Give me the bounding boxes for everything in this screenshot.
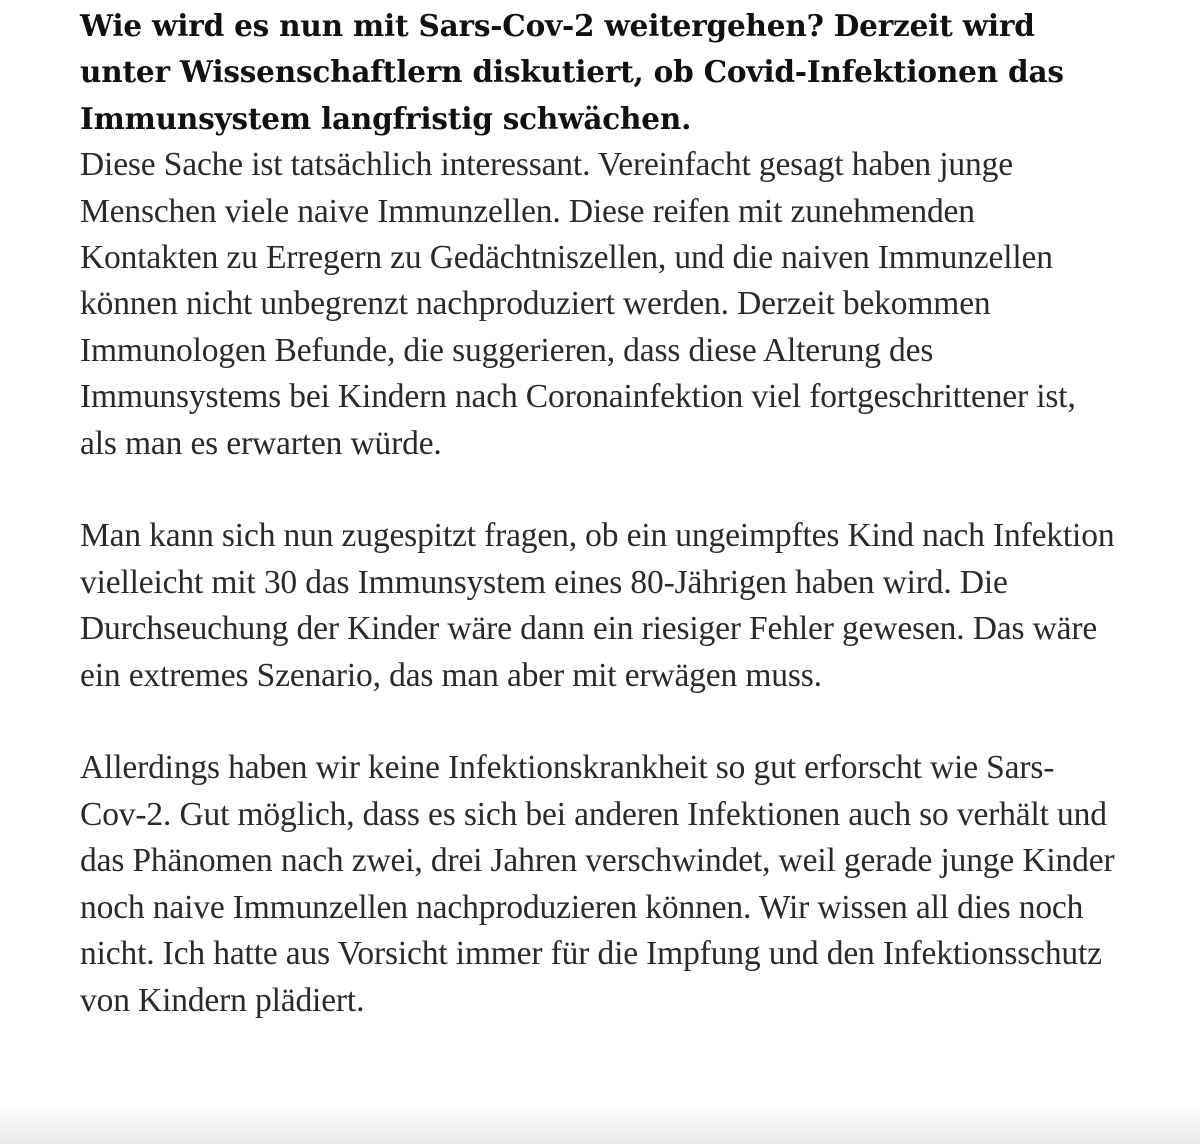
interview-article <box>80 3 1120 1070</box>
bottom-fade-overlay <box>0 1102 1200 1144</box>
answer-paragraph-1: Diese Sache ist tatsächlich interessant. Vereinfacht gesagt haben junge Menschen viele naive Immunzellen. Diese reifen mit zunehmenden Kontakten zu Erregern zu Gedächtniszellen, und die naiven Immunzellen können nicht unbegrenzt nachproduziert werden. Derzeit bekommen Immunologen Befunde, die suggerieren, dass diese Alterung des Immunsystems bei Kindern nach Coronainfektion viel fortgeschrittener ist, als man es erwarten würde. <box>80 146 1076 462</box>
answer-paragraph-3: Allerdings haben wir keine Infektionskrankheit so gut erforscht wie Sars-Cov-2. Gut möglich, dass es sich bei anderen Infektionen auch so verhält und das Phänomen nach zwei, drei Jahren verschwindet, weil gerade junge Kinder noch naive Immunzellen nachproduzieren können. Wir wissen all dies noch nicht. Ich hatte aus Vorsicht immer für die Impfung und den Infektionsschutz von Kindern plädiert. <box>80 749 1115 1019</box>
answer-paragraph-2: Man kann sich nun zugespitzt fragen, ob ein ungeimpftes Kind nach Infektion vielleicht mit 30 das Immunsystem eines 80-Jährigen haben wird. Die Durchseuchung der Kinder wäre dann ein riesiger Fehler gewesen. Das wäre ein extremes Szenario, das man aber mit erwägen muss. <box>80 517 1115 694</box>
interview-question: Wie wird es nun mit Sars-Cov-2 weitergehen? Derzeit wird unter Wissenschaftlern diskutiert, ob Covid-Infektionen das Immunsystem langfristig schwächen. <box>80 8 1064 136</box>
